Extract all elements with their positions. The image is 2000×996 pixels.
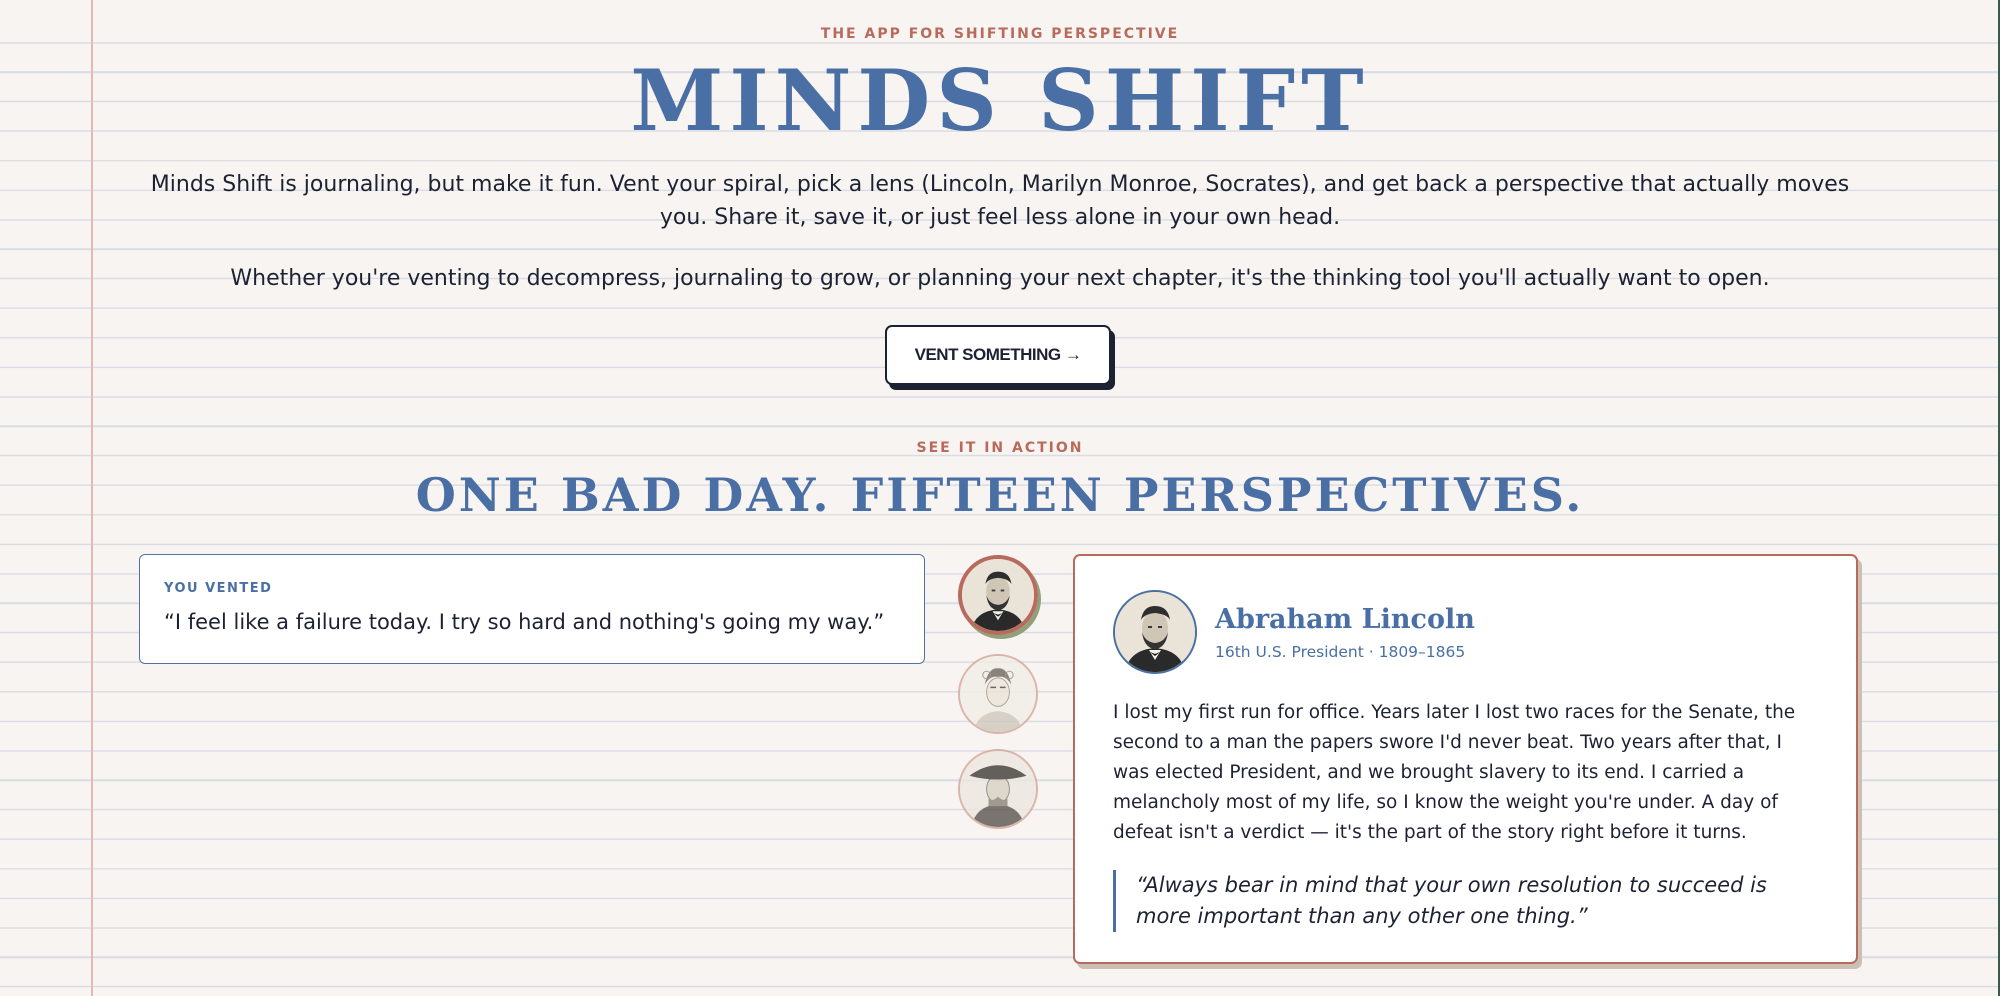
frida-portrait-icon — [960, 656, 1036, 732]
vent-text: “I feel like a failure today. I try so hard and nothing's going my way.” — [164, 610, 885, 634]
perspective-body: I lost my first run for office. Years later I lost two races for the Senate, the second to a man the papers swore I'd never beat. Two years after that, I was elected President, and we brought slavery to its end. I carried a melancholy most of my life, so I know the weight you're under. A day of defeat isn't a verdict — it's the part of the story right before it turns. — [1113, 702, 1796, 843]
demo-eyebrow: SEE IT IN ACTION — [916, 440, 1084, 456]
vent-something-button[interactable]: VENT SOMETHING → — [885, 325, 1111, 385]
perspective-names — [1215, 604, 1475, 661]
hero-tagline: Whether you're venting to decompress, journaling to grow, or planning your next chapter, it's the thinking tool you'll actually want to open. — [230, 266, 1770, 291]
vent-label: YOU VENTED — [164, 581, 273, 596]
napoleon-portrait-icon — [960, 751, 1036, 827]
napoleon-portrait-button[interactable] — [958, 749, 1038, 829]
lincoln-portrait-button[interactable] — [958, 555, 1038, 635]
demo-title: ONE BAD DAY. FIFTEEN PERSPECTIVES. — [415, 468, 1585, 522]
perspective-name: Abraham Lincoln — [1215, 603, 1475, 635]
hero-title: MINDS SHIFT — [630, 51, 1370, 150]
perspective-card — [1073, 554, 1858, 964]
hero-description: Minds Shift is journaling, but make it fun. Vent your spiral, pick a lens (Lincoln, Marilyn Monroe, Socrates), and get back a perspective that actually moves you. Share it, save it, or just feel less alone in your own head. — [150, 172, 1850, 230]
avatar — [1113, 590, 1197, 674]
perspective-header — [1113, 590, 1818, 674]
lincoln-portrait-icon — [962, 559, 1034, 631]
vent-card — [139, 554, 925, 664]
frida-portrait-button[interactable] — [958, 654, 1038, 734]
perspective-meta: 16th U.S. President · 1809–1865 — [1215, 642, 1466, 661]
hero-eyebrow: THE APP FOR SHIFTING PERSPECTIVE — [820, 26, 1180, 42]
lincoln-avatar-icon — [1115, 592, 1195, 672]
perspective-quote: “Always bear in mind that your own resolution to succeed is more important than any other one thing.” — [1113, 870, 1818, 932]
